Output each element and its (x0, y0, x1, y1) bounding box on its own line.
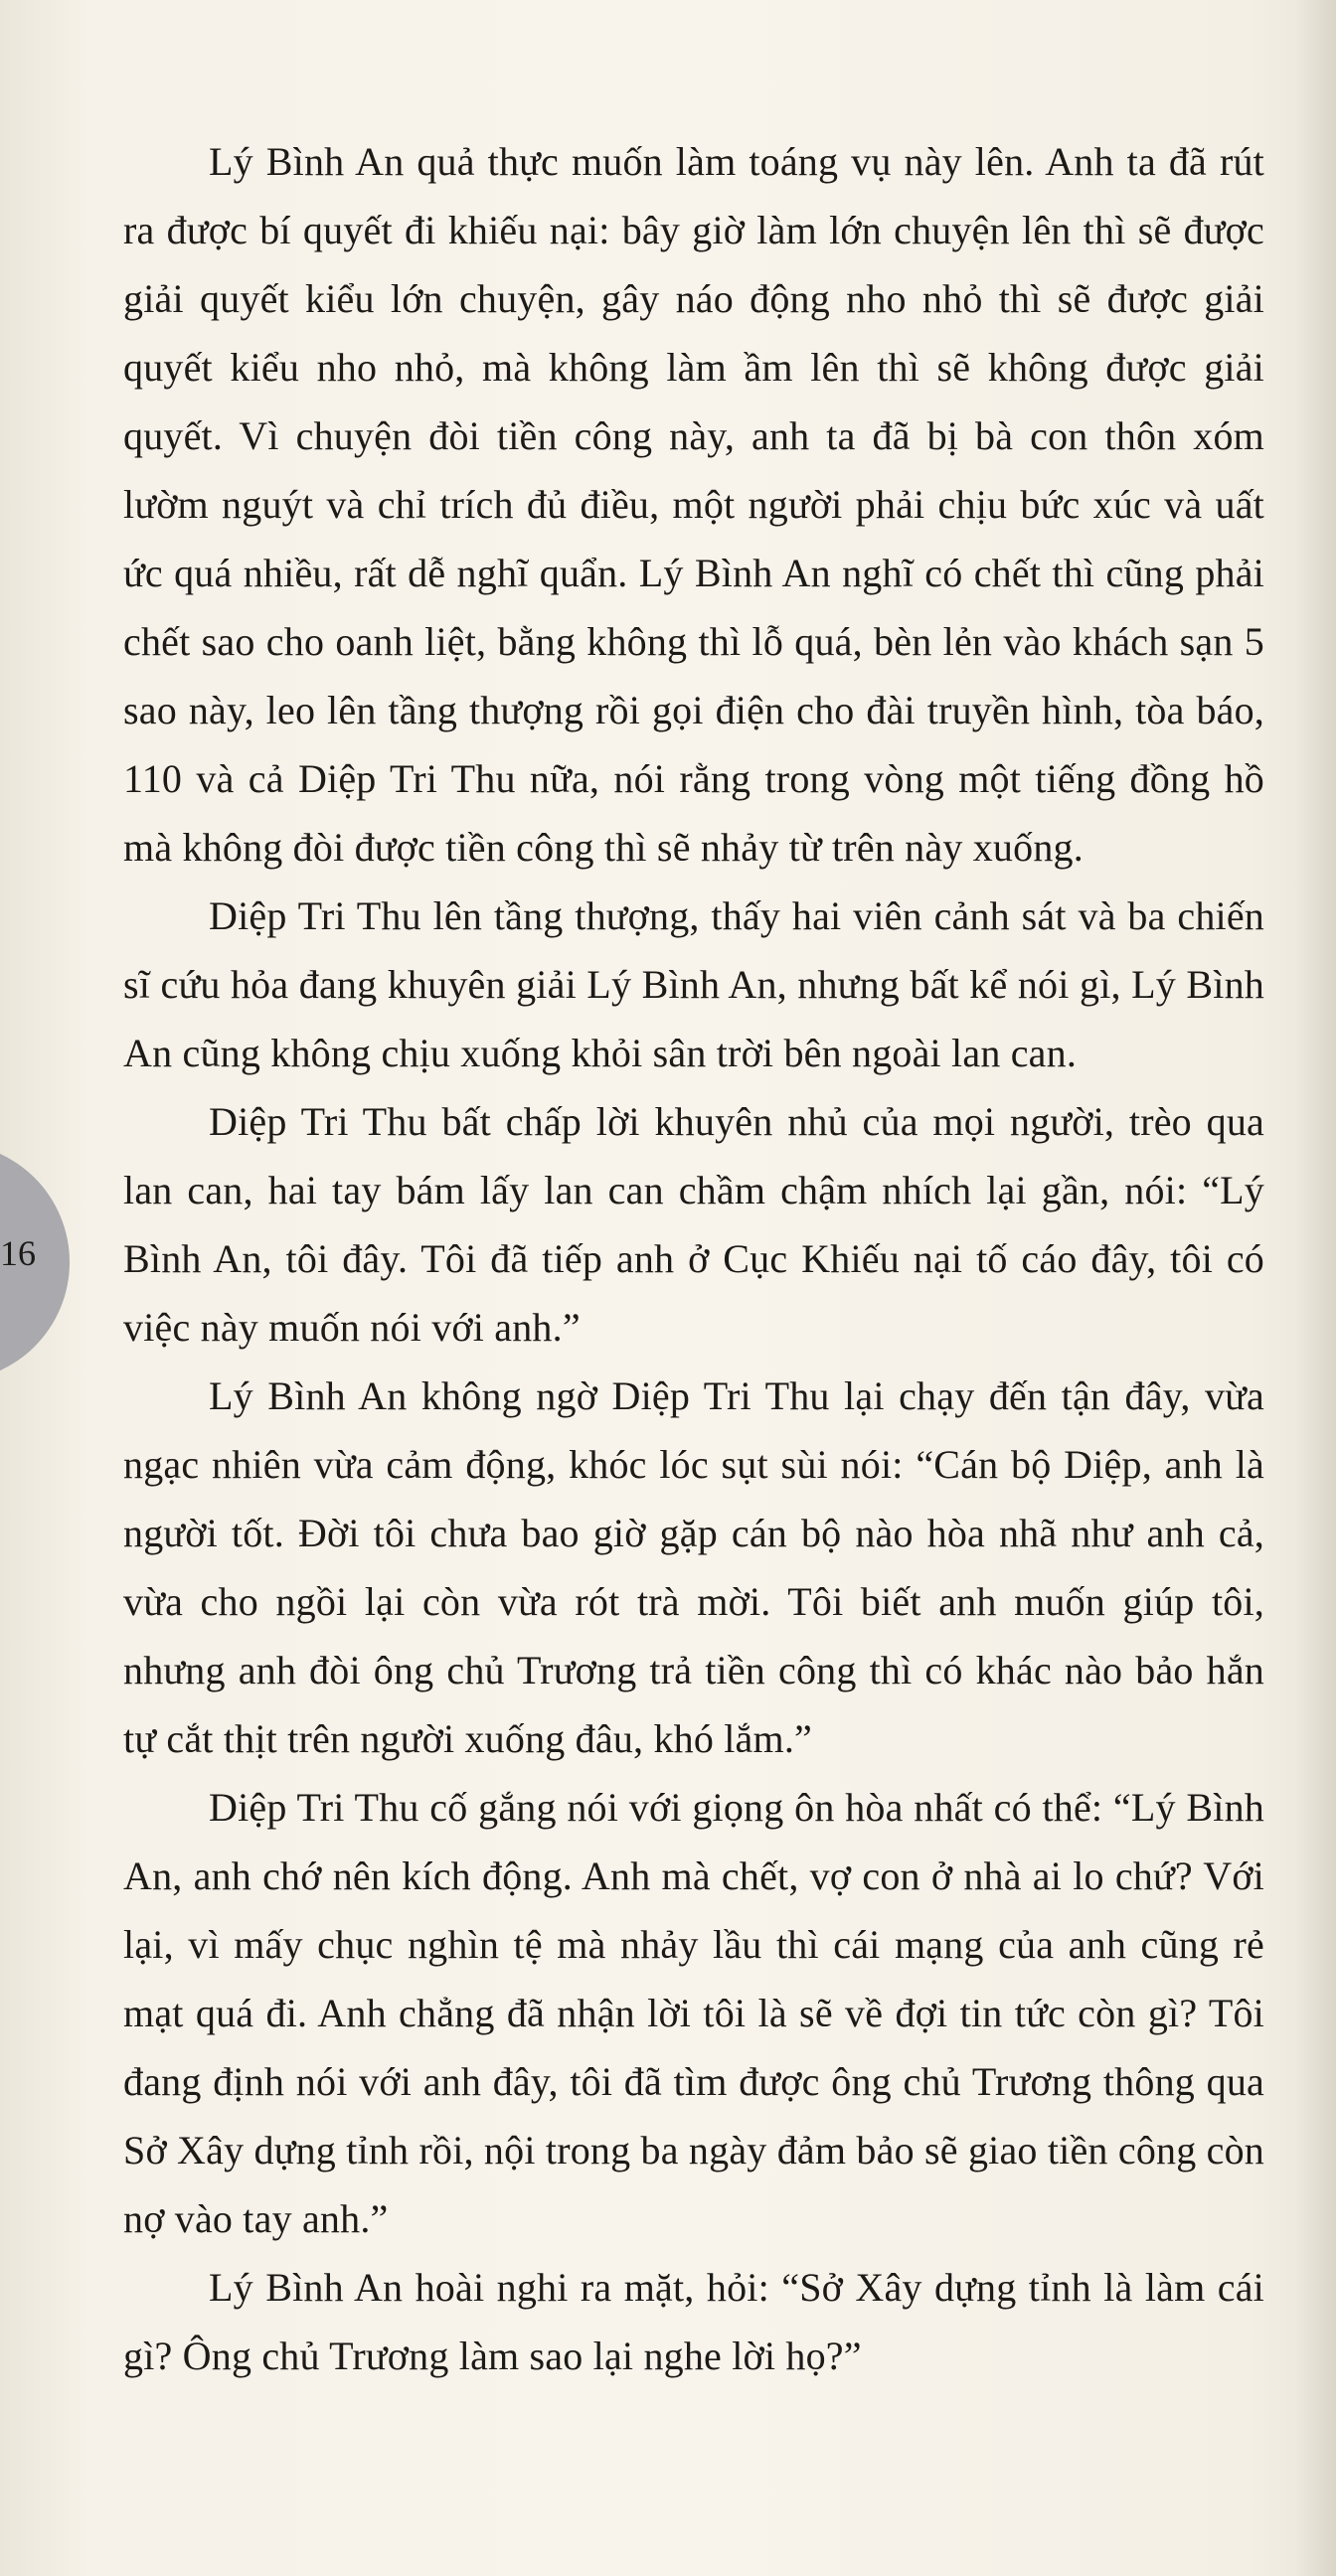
paragraph-3: Diệp Tri Thu bất chấp lời khuyên nhủ của mọi người, trèo qua lan can, hai tay bám lấy lan can chầm chậm nhích lại gần, nói: “Lý Bình An, tôi đây. Tôi đã tiếp anh ở Cục Khiếu nại tố cáo đây, tôi có việc này muốn nói với anh.” (123, 1099, 1264, 1350)
body-text (123, 127, 1264, 2390)
page-edge-shadow (1296, 0, 1336, 2576)
paragraph-4: Lý Bình An không ngờ Diệp Tri Thu lại chạy đến tận đây, vừa ngạc nhiên vừa cảm động, khóc lóc sụt sùi nói: “Cán bộ Diệp, anh là người tốt. Đời tôi chưa bao giờ gặp cán bộ nào hòa nhã như anh cả, vừa cho ngồi lại còn vừa rót trà mời. Tôi biết anh muốn giúp tôi, nhưng anh đòi ông chủ Trương trả tiền công thì có khác nào bảo hắn tự cắt thịt trên người xuống đâu, khó lắm.” (123, 1373, 1264, 1761)
paragraph-5: Diệp Tri Thu cố gắng nói với giọng ôn hòa nhất có thể: “Lý Bình An, anh chớ nên kích động. Anh mà chết, vợ con ở nhà ai lo chứ? Với lại, vì mấy chục nghìn tệ mà nhảy lầu thì cái mạng của anh cũng rẻ mạt quá đi. Anh chẳng đã nhận lời tôi là sẽ về đợi tin tức còn gì? Tôi đang định nói với anh đây, tôi đã tìm được ông chủ Trương thông qua Sở Xây dựng tỉnh rồi, nội trong ba ngày đảm bảo sẽ giao tiền công còn nợ vào tay anh.” (123, 1785, 1264, 2241)
paragraph-1: Lý Bình An quả thực muốn làm toáng vụ này lên. Anh ta đã rút ra được bí quyết đi khiếu nại: bây giờ làm lớn chuyện lên thì sẽ được giải quyết kiểu lớn chuyện, gây náo động nho nhỏ thì sẽ được giải quyết kiểu nho nhỏ, mà không làm ầm lên thì sẽ không được giải quyết. Vì chuyện đòi tiền công này, anh ta đã bị bà con thôn xóm lườm nguýt và chỉ trích đủ điều, một người phải chịu bức xúc và uất ức quá nhiều, rất dễ nghĩ quẩn. Lý Bình An nghĩ có chết thì cũng phải chết sao cho oanh liệt, bằng không thì lỗ quá, bèn lẻn vào khách sạn 5 sao này, leo lên tầng thượng rồi gọi điện cho đài truyền hình, tòa báo, 110 và cả Diệp Tri Thu nữa, nói rằng trong vòng một tiếng đồng hồ mà không đòi được tiền công thì sẽ nhảy từ trên này xuống. (123, 139, 1264, 870)
paragraph-6: Lý Bình An hoài nghi ra mặt, hỏi: “Sở Xây dựng tỉnh là làm cái gì? Ông chủ Trương làm sao lại nghe lời họ?” (123, 2265, 1264, 2378)
paragraph-2: Diệp Tri Thu lên tầng thượng, thấy hai viên cảnh sát và ba chiến sĩ cứu hỏa đang khuyên giải Lý Bình An, nhưng bất kể nói gì, Lý Bình An cũng không chịu xuống khỏi sân trời bên ngoài lan can. (123, 893, 1264, 1075)
page-number: 16 (0, 1233, 36, 1273)
